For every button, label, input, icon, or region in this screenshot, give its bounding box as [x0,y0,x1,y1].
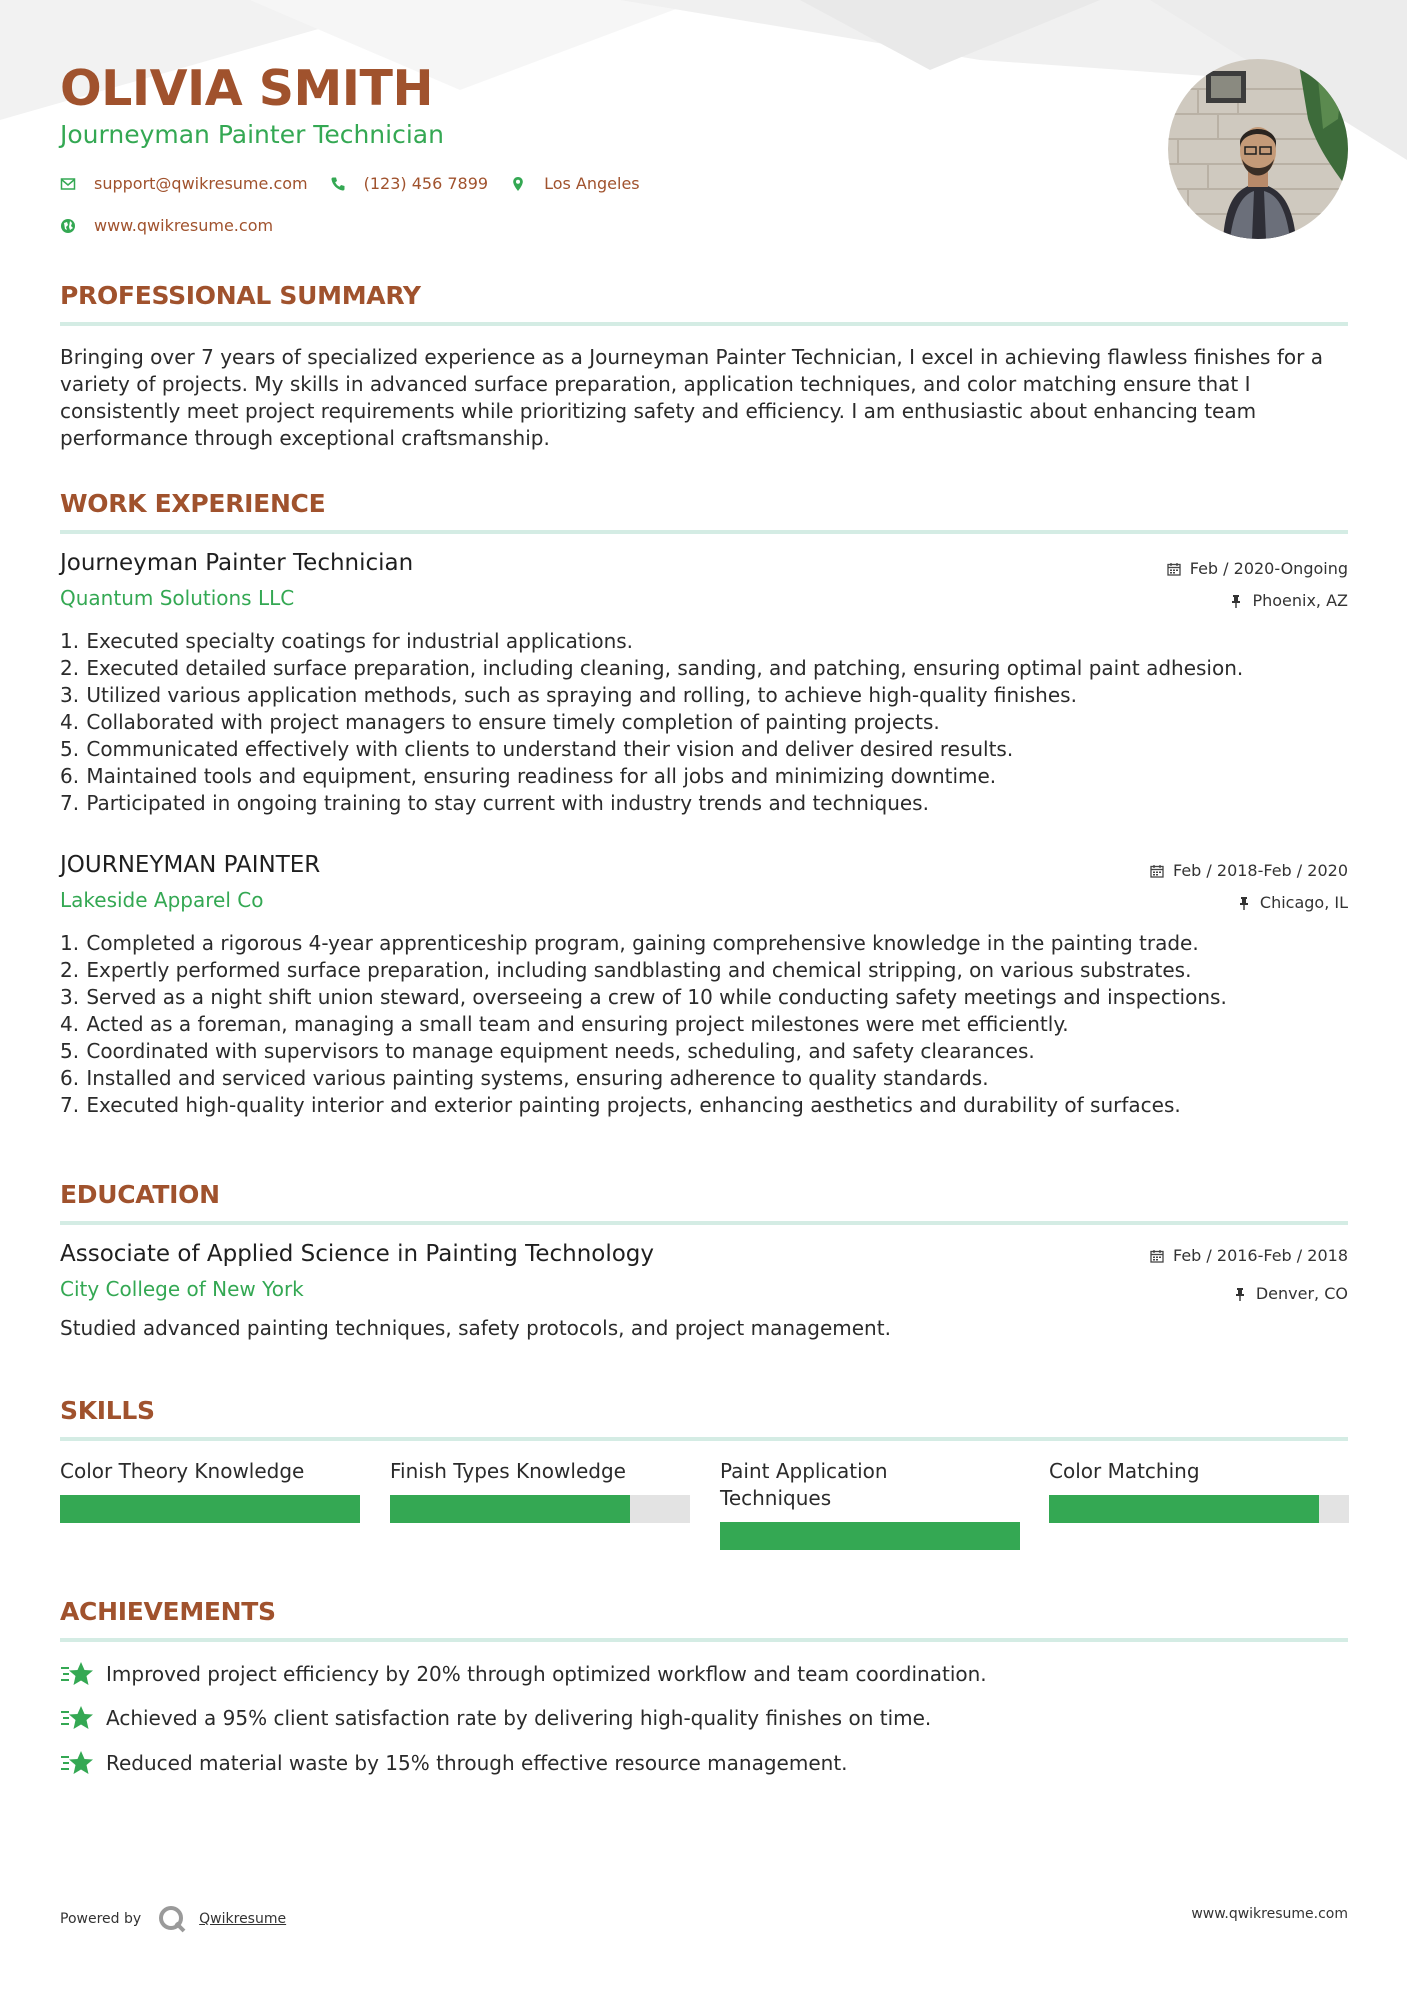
candidate-name: OLIVIA SMITH [60,60,433,117]
list-item: 1. Completed a rigorous 4-year apprenticeship program, gaining comprehensive knowledge in the painting trade. [60,931,1199,955]
bullet-text: Executed specialty coatings for industrial applications. [86,629,634,653]
job-location-text: Chicago, IL [1259,893,1348,912]
qwikresume-logo-icon [157,1904,187,1934]
section-divider [60,1638,1348,1642]
list-item: 6. Maintained tools and equipment, ensuring readiness for all jobs and minimizing downtime. [60,764,997,788]
candidate-title: Journeyman Painter Technician [60,120,444,149]
phone-item[interactable] [330,174,488,193]
education-dates [1150,1246,1348,1265]
experience-section [60,489,1348,534]
map-marker-icon [510,176,526,192]
skill-bar [390,1495,690,1523]
phone-icon [330,176,346,192]
achievement-item [60,1660,987,1688]
envelope-icon [60,176,76,192]
education-section [60,1180,1348,1225]
website-item[interactable] [60,216,273,235]
section-divider [60,322,1348,326]
globe-icon [60,218,76,234]
skills-heading: SKILLS [60,1396,155,1425]
achievements-heading: ACHIEVEMENTS [60,1597,276,1626]
job-title: JOURNEYMAN PAINTER [60,852,321,878]
bullet-text: Communicated effectively with clients to understand their vision and deliver desired results. [86,737,1014,761]
skill-name: Color Theory Knowledge [60,1459,305,1483]
education-heading: EDUCATION [60,1180,220,1209]
job-dates [1150,861,1348,880]
list-item: 5. Coordinated with supervisors to manage equipment needs, scheduling, and safety clearances. [60,1039,1035,1063]
qwikresume-link[interactable]: Qwikresume [199,1911,287,1927]
bullet-text: Collaborated with project managers to ensure timely completion of painting projects. [86,710,940,734]
job-bullets [60,930,1227,1119]
education-location-text: Denver, CO [1255,1284,1348,1303]
summary-heading: PROFESSIONAL SUMMARY [60,281,421,310]
pushpin-icon [1237,896,1251,910]
website-row [60,216,295,235]
job-location [1237,893,1348,912]
list-item: 2. Executed detailed surface preparation, including cleaning, sanding, and patching, ensuring optimal paint adhesion. [60,656,1244,680]
achievement-item [60,1704,931,1732]
pushpin-icon [1233,1287,1247,1301]
education-description: Studied advanced painting techniques, safety protocols, and project management. [60,1316,891,1340]
calendar-icon [1150,864,1164,878]
experience-heading: WORK EXPERIENCE [60,489,326,518]
bullet-text: Coordinated with supervisors to manage equipment needs, scheduling, and safety clearances. [86,1039,1035,1063]
list-item: 4. Collaborated with project managers to ensure timely completion of painting projects. [60,710,940,734]
summary-text: Bringing over 7 years of specialized experience as a Journeyman Painter Technician, I excel in achieving flawless finishes for a variety of projects. My skills in advanced surface preparation, application techniques, and color matching ensure that I consistently meet project requirements while prioritizing safety and efficiency. I am enthusiastic about enhancing team performance through exceptional craftsmanship. [60,345,1323,450]
section-divider [60,1437,1348,1441]
profile-photo [1168,59,1348,239]
bullet-text: Maintained tools and equipment, ensuring readiness for all jobs and minimizing downtime. [86,764,997,788]
job-title: Journeyman Painter Technician [60,550,414,576]
list-item: 1. Executed specialty coatings for industrial applications. [60,629,634,653]
company-name: Quantum Solutions LLC [60,586,295,610]
skill-bar-fill [390,1495,630,1523]
pushpin-icon [1229,594,1243,608]
degree-title: Associate of Applied Science in Painting Technology [60,1241,655,1267]
calendar-icon [1150,1249,1164,1263]
achievements-section [60,1597,1348,1642]
education-dates-text: Feb / 2016-Feb / 2018 [1173,1246,1348,1265]
bullet-text: Installed and serviced various painting systems, ensuring adherence to quality standards. [86,1066,989,1090]
job-location [1229,591,1348,610]
achievement-item [60,1749,848,1777]
skill-bar-fill [1049,1495,1319,1523]
calendar-icon [1167,562,1181,576]
list-item: 7. Participated in ongoing training to stay current with industry trends and techniques. [60,791,929,815]
powered-by-label: Powered by [60,1911,142,1927]
achievement-text: Reduced material waste by 15% through effective resource management. [106,1751,848,1775]
bullet-text: Acted as a foreman, managing a small team and ensuring project milestones were met efficiently. [86,1012,1069,1036]
skill-item [60,1458,360,1485]
skill-bar-fill [720,1522,1020,1550]
list-item: 3. Utilized various application methods, such as spraying and rolling, to achieve high-quality finishes. [60,683,1077,707]
skill-item [390,1458,690,1485]
skills-section [60,1396,1348,1441]
skill-item [720,1458,940,1512]
bullet-text: Executed detailed surface preparation, including cleaning, sanding, and patching, ensuring optimal paint adhesion. [86,656,1244,680]
email-item[interactable] [60,174,308,193]
job-location-text: Phoenix, AZ [1252,591,1348,610]
list-item: 5. Communicated effectively with clients to understand their vision and deliver desired results. [60,737,1014,761]
job-dates-text: Feb / 2020-Ongoing [1189,559,1348,578]
contact-row [60,174,662,193]
bullet-text: Utilized various application methods, such as spraying and rolling, to achieve high-quality finishes. [86,683,1077,707]
skill-bar [60,1495,360,1523]
skill-bar [720,1522,1020,1550]
achievement-text: Improved project efficiency by 20% through optimized workflow and team coordination. [106,1662,987,1686]
education-location [1233,1284,1348,1303]
location-text: Los Angeles [544,174,640,193]
school-name: City College of New York [60,1277,304,1301]
website-text: www.qwikresume.com [94,216,274,235]
list-item: 3. Served as a night shift union steward, overseeing a crew of 10 while conducting safety meetings and inspections. [60,985,1227,1009]
company-name: Lakeside Apparel Co [60,888,264,912]
bullet-text: Participated in ongoing training to stay current with industry trends and techniques. [86,791,929,815]
summary-section [60,281,1348,452]
list-item: 7. Executed high-quality interior and exterior painting projects, enhancing aesthetics and durability of surfaces. [60,1093,1181,1117]
star-icon [60,1704,94,1732]
skill-bar-fill [60,1495,360,1523]
star-icon [60,1660,94,1688]
location-item [510,174,640,193]
job-dates [1167,559,1348,578]
job-bullets [60,628,1243,817]
section-divider [60,1221,1348,1225]
list-item: 6. Installed and serviced various painting systems, ensuring adherence to quality standards. [60,1066,989,1090]
skill-name: Color Matching [1049,1459,1200,1483]
email-text: support@qwikresume.com [94,174,308,193]
bullet-text: Completed a rigorous 4-year apprenticeship program, gaining comprehensive knowledge in the painting trade. [86,931,1199,955]
footer-website[interactable]: www.qwikresume.com [1191,1906,1348,1922]
skill-bar [1049,1495,1349,1523]
skill-name: Finish Types Knowledge [390,1459,626,1483]
skill-name: Paint Application Techniques [720,1459,888,1510]
job-dates-text: Feb / 2018-Feb / 2020 [1173,861,1348,880]
bullet-text: Executed high-quality interior and exterior painting projects, enhancing aesthetics and durability of surfaces. [86,1093,1181,1117]
section-divider [60,530,1348,534]
footer-powered-by [60,1904,286,1934]
star-icon [60,1749,94,1777]
phone-text: (123) 456 7899 [363,174,489,193]
skill-item [1049,1458,1349,1485]
list-item: 2. Expertly performed surface preparation, including sandblasting and chemical stripping, on various substrates. [60,958,1192,982]
bullet-text: Served as a night shift union steward, overseeing a crew of 10 while conducting safety meetings and inspections. [86,985,1227,1009]
achievement-text: Achieved a 95% client satisfaction rate by delivering high-quality finishes on time. [106,1706,932,1730]
list-item: 4. Acted as a foreman, managing a small team and ensuring project milestones were met efficiently. [60,1012,1069,1036]
bullet-text: Expertly performed surface preparation, including sandblasting and chemical stripping, on various substrates. [86,958,1192,982]
